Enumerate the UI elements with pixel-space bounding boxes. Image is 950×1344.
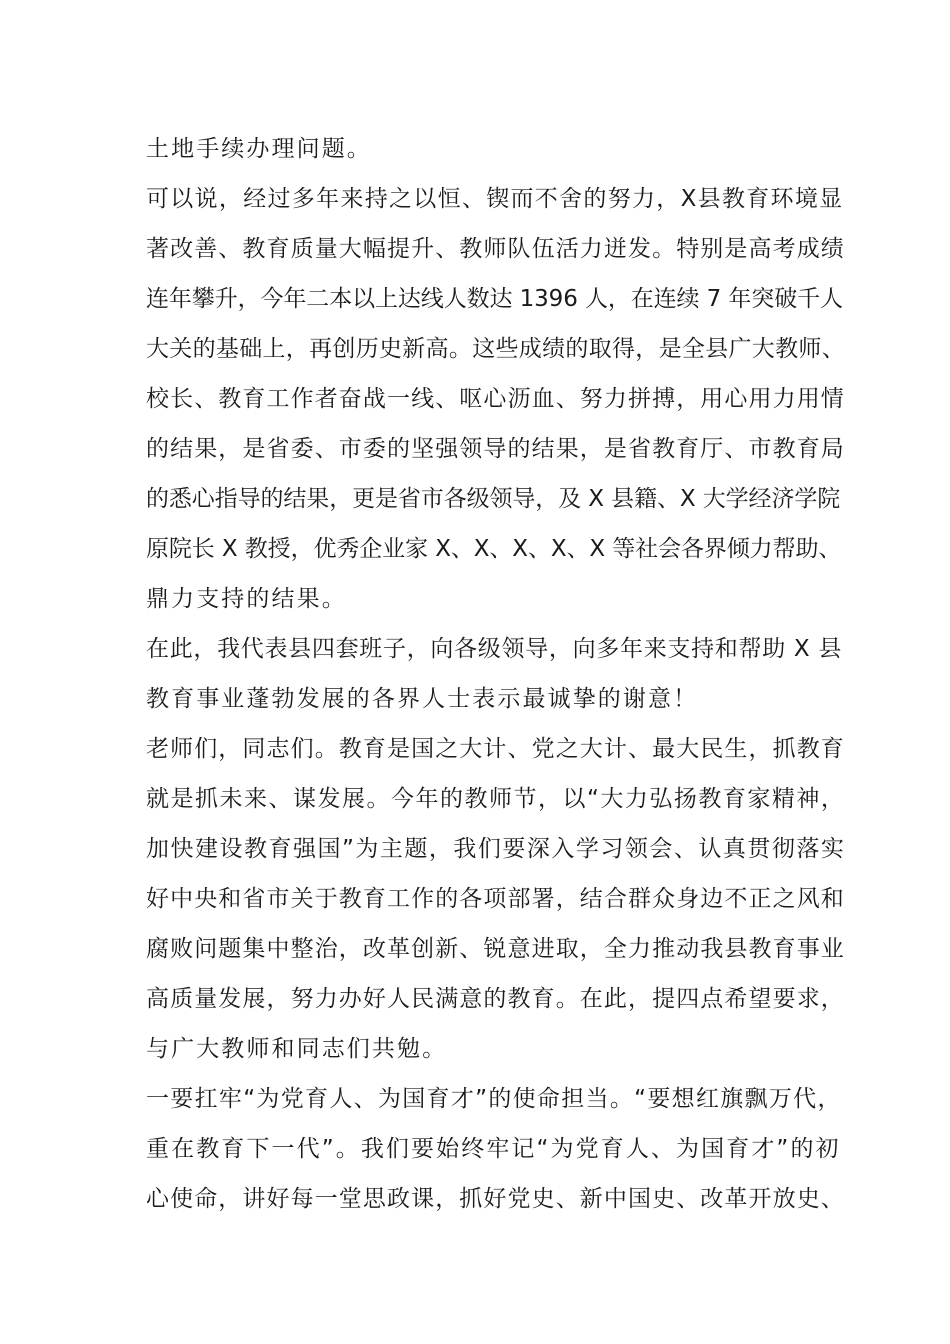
text-line: 就是抓未来、谋发展。今年的教师节，以“大力弘扬教育家精神， [146,786,846,812]
text-line: 高质量发展，努力办好人民满意的教育。在此，提四点希望要求， [146,986,845,1012]
text-line: 教育事业蓬勃发展的各界人士表示最诚挚的谢意！ [146,686,699,712]
text-line: 的悉心指导的结果，更是省市各级领导，及 X 县籍、X 大学经济学院 [146,486,841,512]
text-line: 鼎力支持的结果。 [146,586,347,612]
text-line: 重在教育下一代”。我们要始终牢记“为党育人、为国育才”的初 [146,1136,841,1162]
text-line: 著改善、教育质量大幅提升、教师队伍活力迸发。特别是高考成绩 [146,236,845,262]
text-line: 好中央和省市关于教育工作的各项部署，结合群众身边不正之风和 [146,886,845,912]
text-line: 校长、教育工作者奋战一线、呕心沥血、努力拼搏，用心用力用情 [146,386,845,412]
text-line: 大关的基础上，再创历史新高。这些成绩的取得，是全县广大教师、 [146,336,845,362]
text-line: 可以说，经过多年来持之以恒、锲而不舍的努力，X县教育环境显 [146,186,844,212]
text-line: 老师们，同志们。教育是国之大计、党之大计、最大民生，抓教育 [146,736,845,762]
text-line: 土地手续办理问题。 [146,136,372,162]
text-line: 心使命，讲好每一堂思政课，抓好党史、新中国史、改革开放史、 [146,1186,845,1212]
text-line: 在此，我代表县四套班子，向各级领导，向多年来支持和帮助 X 县 [146,636,843,662]
text-line: 原院长 X 教授，优秀企业家 X、X、X、X、X 等社会各界倾力帮助、 [146,536,842,562]
text-line: 连年攀升，今年二本以上达线人数达 1396 人，在连续 7 年突破千人 [146,286,843,312]
text-line: 腐败问题集中整治，改革创新、锐意进取，全力推动我县教育事业 [146,936,845,962]
text-line: 加快建设教育强国”为主题，我们要深入学习领会、认真贯彻落实 [146,836,846,862]
text-line: 与广大教师和同志们共勉。 [146,1036,448,1062]
text-line: 的结果，是省委、市委的坚强领导的结果，是省教育厅、市教育局 [146,436,845,462]
text-line: 一要扛牢“为党育人、为国育才”的使命担当。“要想红旗飘万代， [146,1086,842,1112]
